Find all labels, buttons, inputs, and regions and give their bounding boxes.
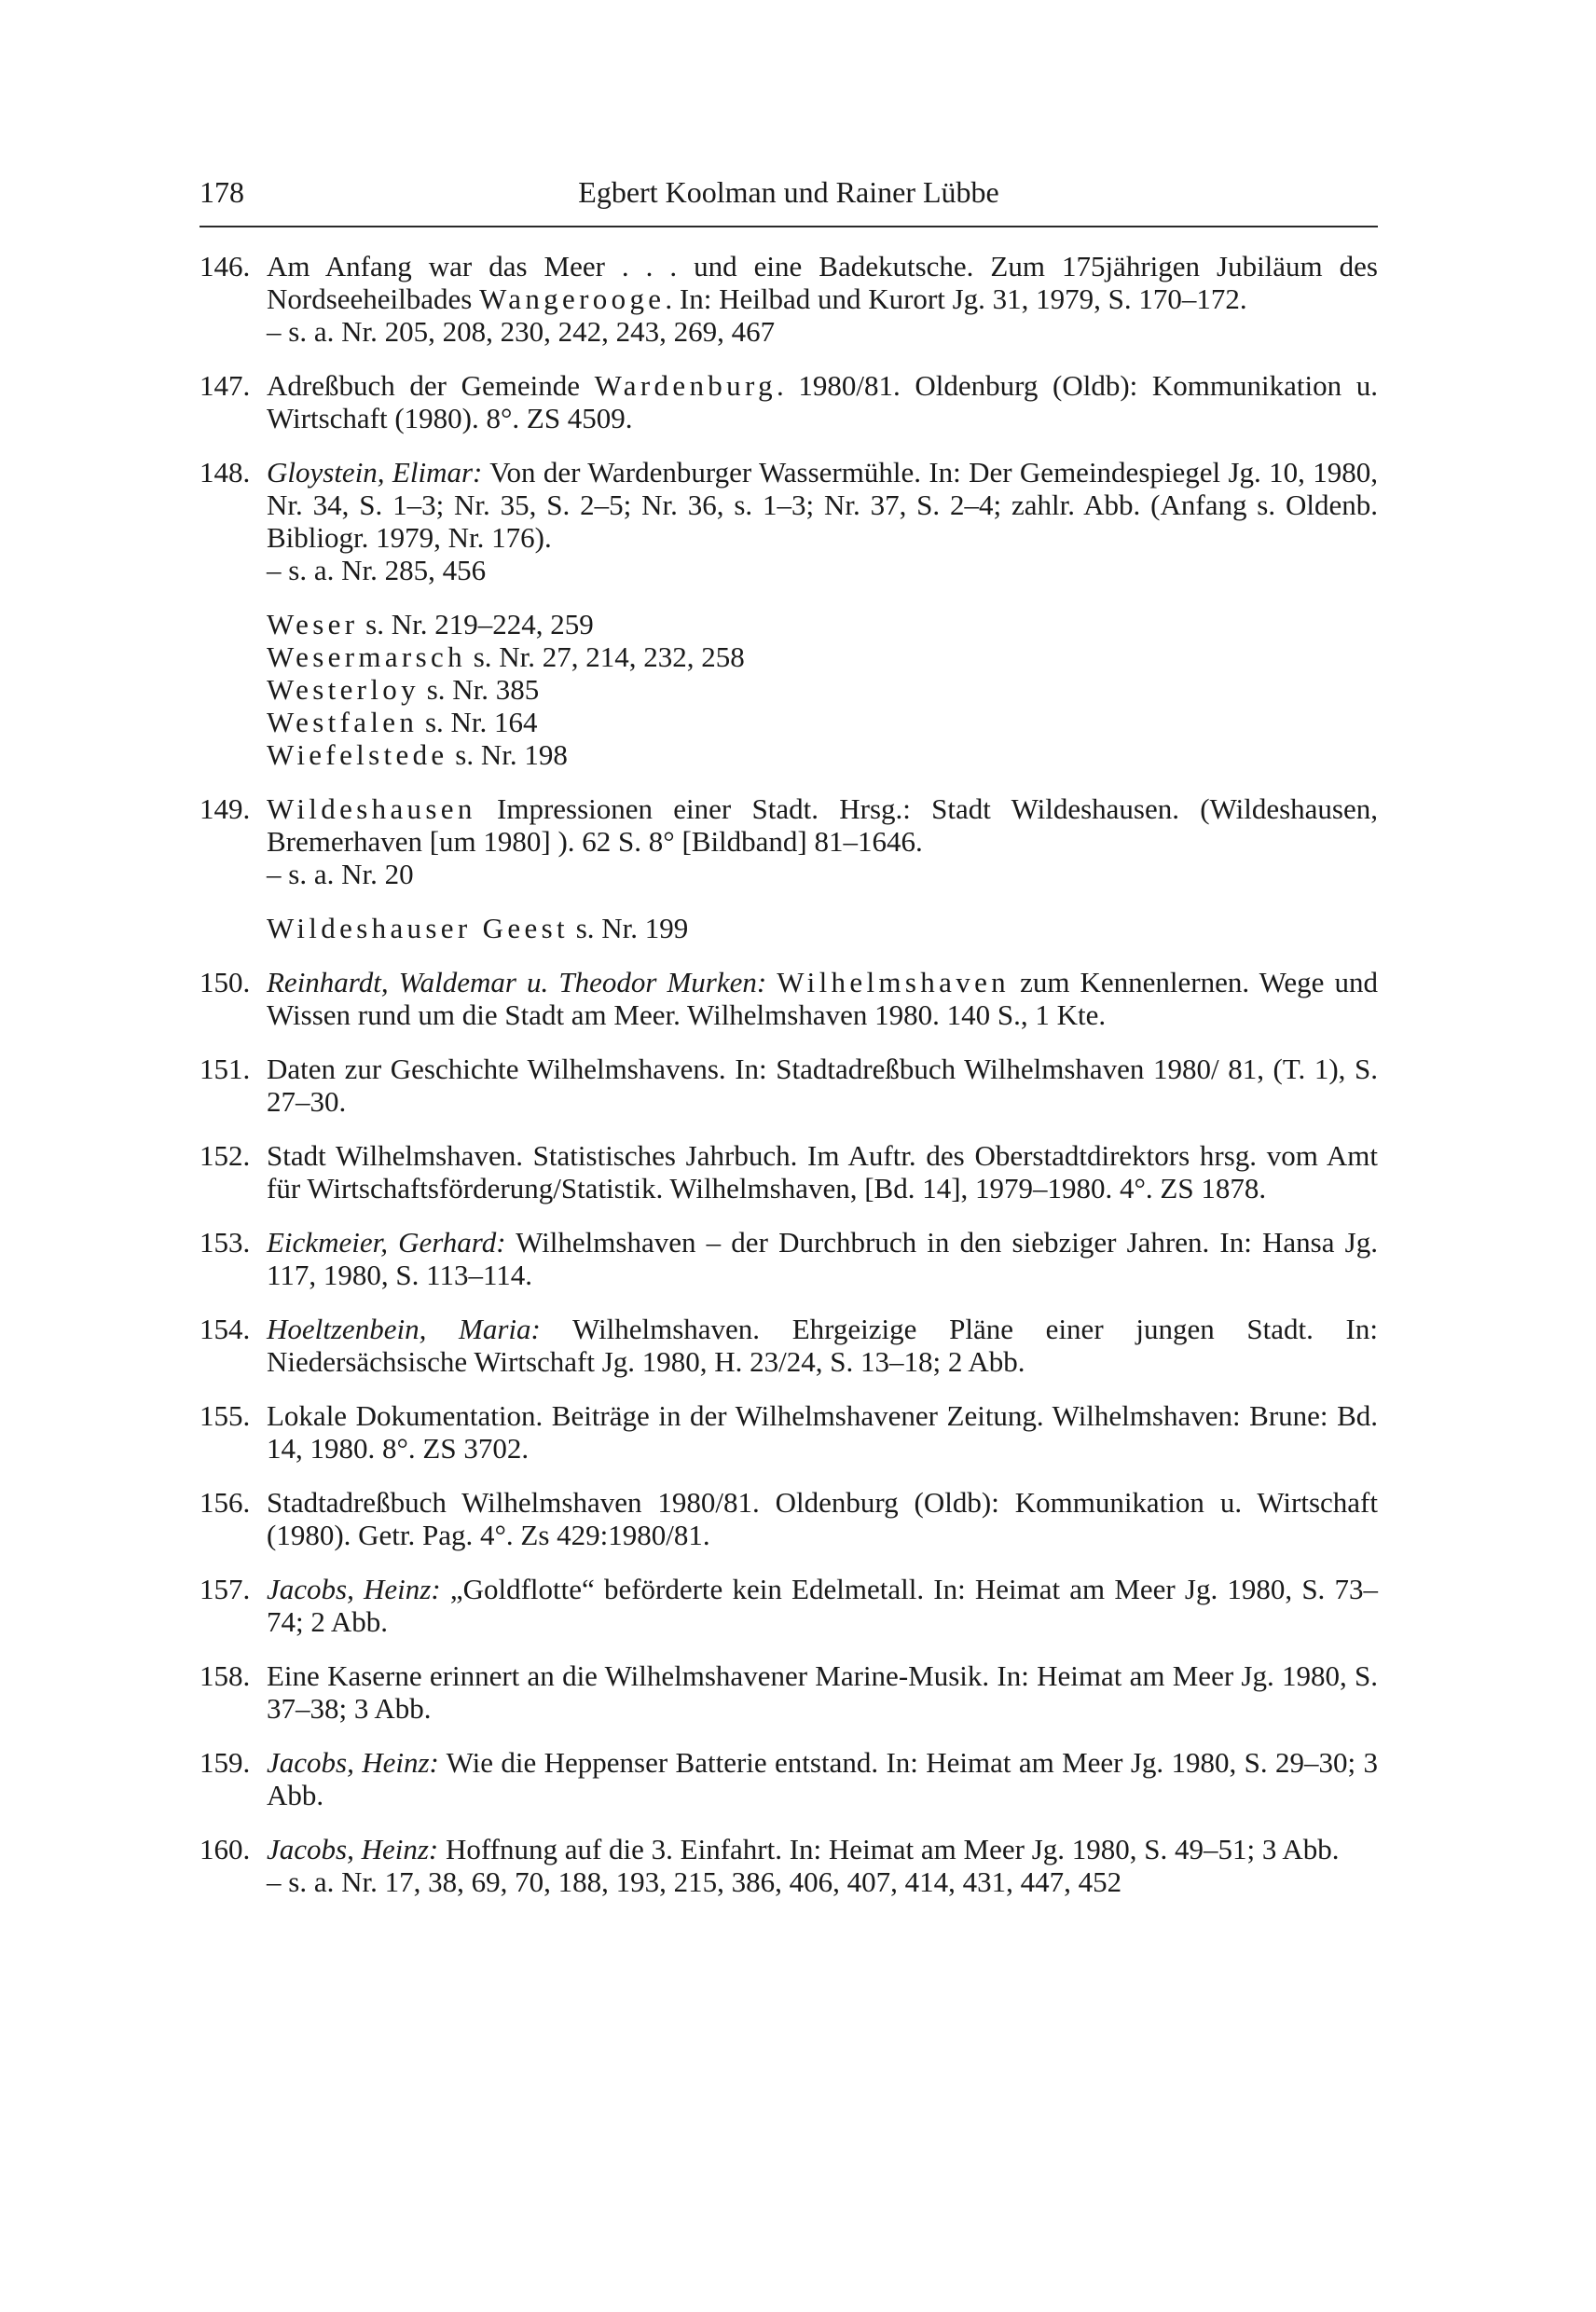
see-also: – s. a. Nr. 205, 208, 230, 242, 243, 269, 467 bbox=[267, 315, 776, 348]
cross-reference-text: s. Nr. 27, 214, 232, 258 bbox=[465, 640, 745, 673]
entry-148 bbox=[200, 456, 1378, 586]
entry-157 bbox=[200, 1573, 1378, 1638]
entry-155 bbox=[200, 1399, 1378, 1465]
cross-reference-text: s. Nr. 199 bbox=[568, 912, 689, 944]
entry-number: 159. bbox=[200, 1746, 251, 1779]
place-name: Wangerooge bbox=[479, 282, 666, 315]
entry-153 bbox=[200, 1226, 1378, 1291]
entry-author: Jacobs, Heinz: bbox=[267, 1833, 439, 1865]
place-name: Westfalen bbox=[267, 706, 419, 738]
page-header bbox=[200, 173, 1378, 227]
cross-reference bbox=[200, 640, 1378, 673]
entry-158 bbox=[200, 1659, 1378, 1725]
entry-text: Stadt Wilhelmshaven. Statistisches Jahrbuch. Im Auftr. des Oberstadtdirektors hrsg. vom Amt für Wirtschaftsförderung/Statistik. Wilhelmshaven, [Bd. 14], 1979–1980. 4°. ZS 1878. bbox=[267, 1139, 1378, 1204]
entry-text: Am Anfang war das Meer . . . und eine Badekutsche. Zum 175jährigen Jubiläum des Nordseeheilbades bbox=[267, 250, 1378, 315]
entry-text: Impressionen einer Stadt. Hrsg.: Stadt Wildeshausen. (Wildeshausen, Bremerhaven [um 1980] ). 62 S. 8° [Bildband] 81–1646. bbox=[267, 792, 1378, 858]
see-also: – s. a. Nr. 20 bbox=[267, 858, 414, 890]
cross-reference-text: s. Nr. 198 bbox=[447, 738, 568, 771]
entry-text: Daten zur Geschichte Wilhelmshavens. In: Stadtadreßbuch Wilhelmshaven 1980/ 81, (T. 1), S. 27–30. bbox=[267, 1053, 1378, 1118]
see-also: – s. a. Nr. 17, 38, 69, 70, 188, 193, 215, 386, 406, 407, 414, 431, 447, 452 bbox=[267, 1865, 1122, 1898]
entry-number: 160. bbox=[200, 1833, 251, 1865]
entry-number: 150. bbox=[200, 966, 251, 998]
entry-text: Stadtadreßbuch Wilhelmshaven 1980/81. Oldenburg (Oldb): Kommunikation u. Wirtschaft (1980). Getr. Pag. 4°. Zs 429:1980/81. bbox=[267, 1486, 1378, 1551]
entry-149 bbox=[200, 792, 1378, 890]
entry-156 bbox=[200, 1486, 1378, 1551]
entry-151 bbox=[200, 1053, 1378, 1118]
page-number: 178 bbox=[200, 175, 244, 209]
entry-text: Lokale Dokumentation. Beiträge in der Wilhelmshavener Zeitung. Wilhelmshaven: Brune: Bd. 14, 1980. 8°. ZS 3702. bbox=[267, 1399, 1378, 1465]
entry-number: 154. bbox=[200, 1313, 251, 1345]
entry-author: Jacobs, Heinz: bbox=[267, 1573, 441, 1605]
cross-reference bbox=[200, 912, 1378, 944]
entry-text: . In: Heilbad und Kurort Jg. 31, 1979, S. 170–172. bbox=[665, 282, 1247, 315]
entry-number: 151. bbox=[200, 1053, 251, 1085]
entry-author: Hoeltzenbein, Maria: bbox=[267, 1313, 541, 1345]
place-name: Wildeshausen bbox=[267, 792, 476, 825]
place-name: Wardenburg bbox=[594, 369, 777, 402]
entry-number: 152. bbox=[200, 1139, 251, 1172]
entry-text: Wilhelmshaven. Ehrgeizige Pläne einer jungen Stadt. In: Niedersächsische Wirtschaft Jg. 1980, H. 23/24, S. 13–18; 2 Abb. bbox=[267, 1313, 1378, 1378]
entry-author: Jacobs, Heinz: bbox=[267, 1746, 439, 1779]
entry-number: 148. bbox=[200, 456, 251, 489]
entry-150 bbox=[200, 966, 1378, 1031]
entry-text: Wie die Heppenser Batterie entstand. In: Heimat am Meer Jg. 1980, S. 29–30; 3 Abb. bbox=[267, 1746, 1378, 1811]
entry-text: Wilhelmshaven – der Durchbruch in den siebziger Jahren. In: Hansa Jg. 117, 1980, S. 113–114. bbox=[267, 1226, 1378, 1291]
cross-reference-text: s. Nr. 385 bbox=[419, 673, 540, 706]
entry-author: Gloystein, Elimar: bbox=[267, 456, 483, 489]
entry-146 bbox=[200, 250, 1378, 348]
entry-number: 146. bbox=[200, 250, 251, 282]
bibliography-list bbox=[200, 250, 1378, 1920]
entry-text: Von der Wardenburger Wassermühle. In: Der Gemeindespiegel Jg. 10, 1980, Nr. 34, S. 1–3; Nr. 35, S. 2–5; Nr. 36, s. 1–3; Nr. 37, S. 2–4; zahlr. Abb. (Anfang s. Oldenb. Bibliogr. 1979, Nr. 176). bbox=[267, 456, 1378, 554]
cross-reference-group bbox=[200, 608, 1378, 771]
entry-number: 147. bbox=[200, 369, 251, 402]
cross-reference-text: s. Nr. 164 bbox=[418, 706, 538, 738]
entry-154 bbox=[200, 1313, 1378, 1378]
cross-reference bbox=[200, 608, 1378, 640]
place-name: Westerloy bbox=[267, 673, 420, 706]
entry-number: 149. bbox=[200, 792, 251, 825]
cross-reference bbox=[200, 706, 1378, 738]
cross-reference bbox=[200, 673, 1378, 706]
entry-author: Eickmeier, Gerhard: bbox=[267, 1226, 506, 1259]
cross-reference bbox=[200, 738, 1378, 771]
place-name: Weser bbox=[267, 608, 359, 640]
entry-152 bbox=[200, 1139, 1378, 1204]
entry-text: Hoffnung auf die 3. Einfahrt. In: Heimat am Meer Jg. 1980, S. 49–51; 3 Abb. bbox=[438, 1833, 1340, 1865]
running-head: Egbert Koolman und Rainer Lübbe bbox=[578, 175, 999, 209]
place-name: Wiefelstede bbox=[267, 738, 448, 771]
entry-147 bbox=[200, 369, 1378, 434]
entry-text: . 1980/81. Oldenburg (Oldb): Kommunikation u. Wirtschaft (1980). 8°. ZS 4509. bbox=[267, 369, 1379, 434]
entry-text: „Goldflotte“ beförderte kein Edelmetall. In: Heimat am Meer Jg. 1980, S. 73–74; 2 Abb. bbox=[267, 1573, 1378, 1638]
entry-text: Adreßbuch der Gemeinde bbox=[267, 369, 595, 402]
place-name: Wildeshauser Geest bbox=[267, 912, 569, 944]
entry-author: Reinhardt, Waldemar u. Theodor Murken: bbox=[267, 966, 767, 998]
place-name: Wesermarsch bbox=[267, 640, 466, 673]
entry-text: Eine Kaserne erinnert an die Wilhelmshavener Marine-Musik. In: Heimat am Meer Jg. 1980, S. 37–38; 3 Abb. bbox=[267, 1659, 1378, 1725]
place-name: Wilhelmshaven bbox=[777, 966, 1011, 998]
entry-text: zum Kennenlernen. Wege und Wissen rund um die Stadt am Meer. Wilhelmshaven 1980. 140 S., 1 Kte. bbox=[267, 966, 1379, 1031]
entry-160 bbox=[200, 1833, 1378, 1898]
entry-number: 157. bbox=[200, 1573, 251, 1605]
entry-number: 153. bbox=[200, 1226, 251, 1259]
cross-reference-group bbox=[200, 912, 1378, 944]
entry-159 bbox=[200, 1746, 1378, 1811]
see-also: – s. a. Nr. 285, 456 bbox=[267, 554, 487, 586]
entry-number: 158. bbox=[200, 1659, 251, 1692]
entry-number: 155. bbox=[200, 1399, 251, 1432]
cross-reference-text: s. Nr. 219–224, 259 bbox=[358, 608, 594, 640]
entry-number: 156. bbox=[200, 1486, 251, 1519]
